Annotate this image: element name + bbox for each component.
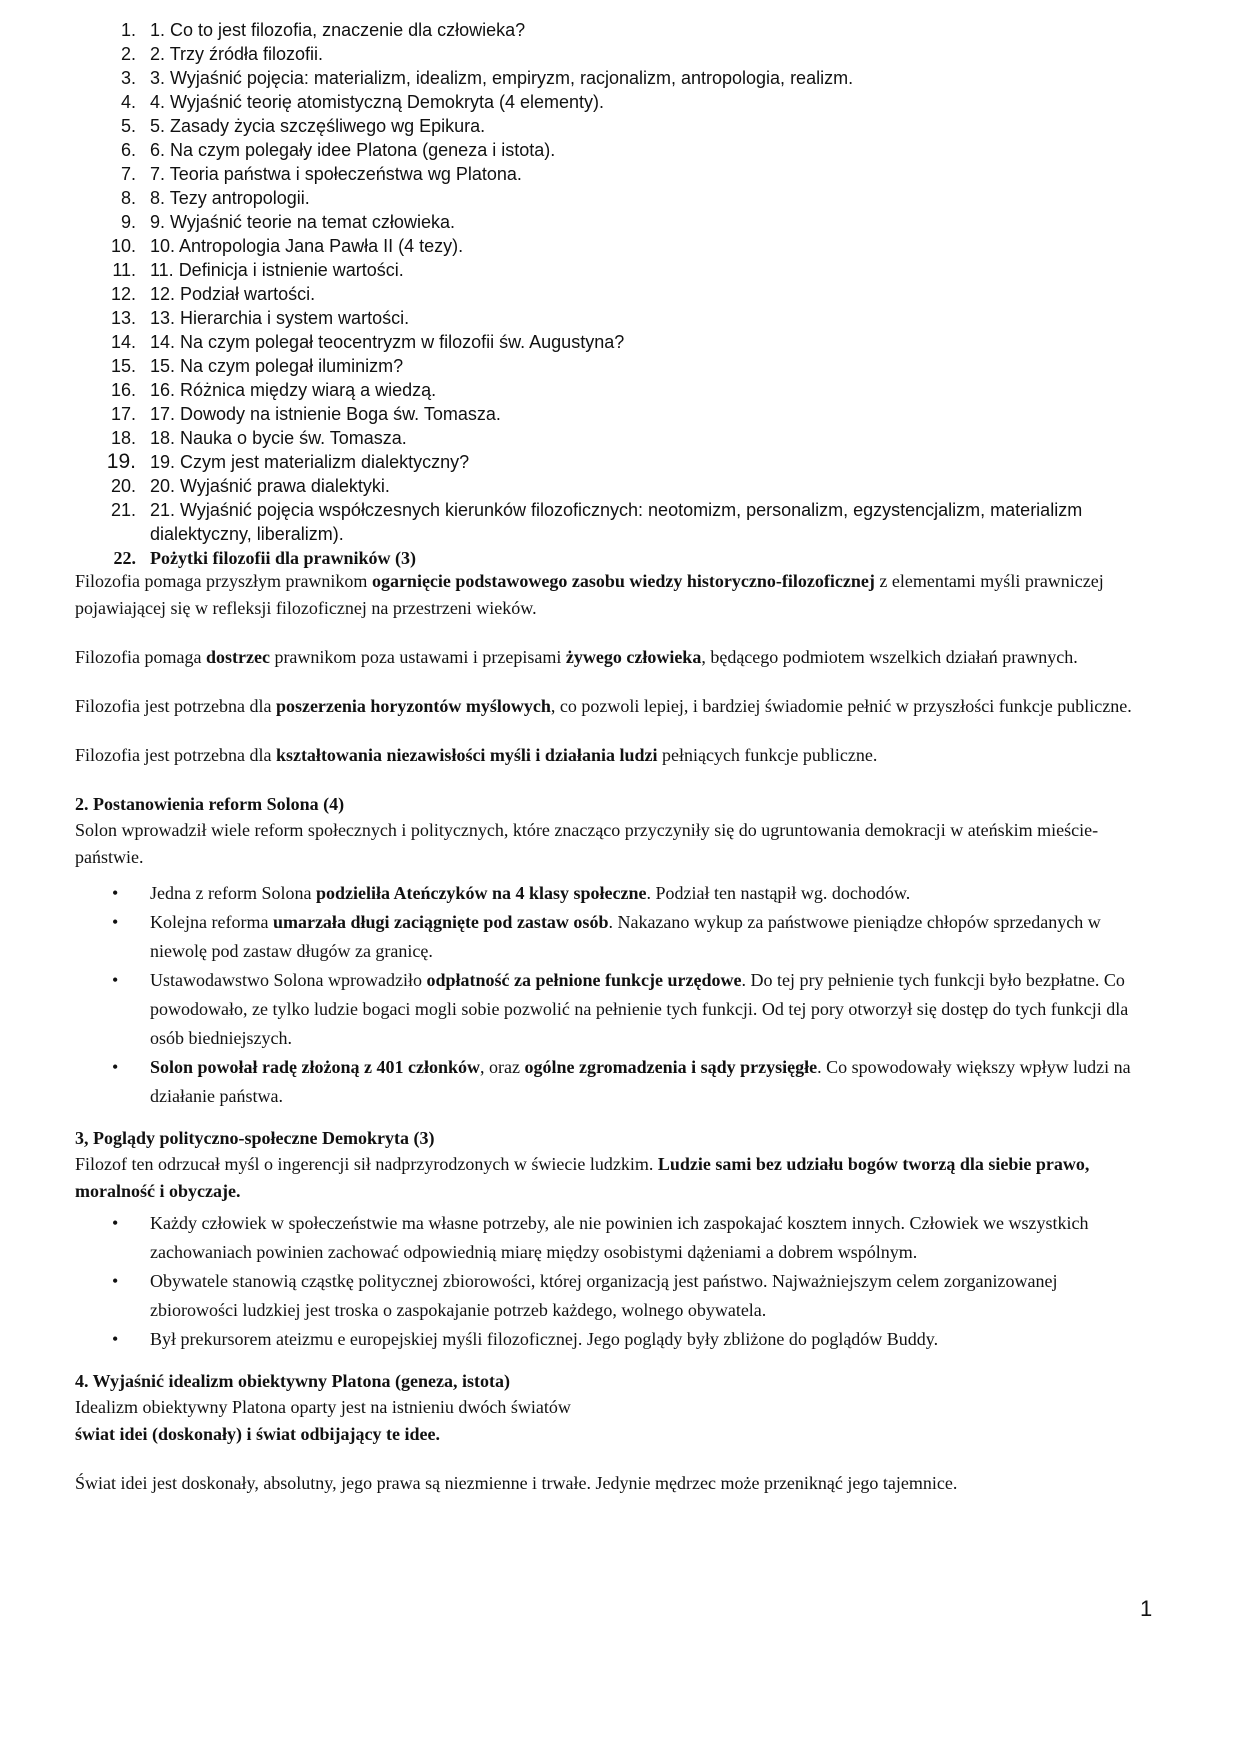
section-heading: 2. Postanowienia reform Solona (4) xyxy=(75,794,345,814)
paragraph: Filozofia pomaga przyszłym prawnikom ogarnięcie podstawowego zasobu wiedzy historyczno-filozoficznej z elementami myśli prawniczej pojawiającej się w refleksji filozoficznej na przestrzeni wieków. xyxy=(75,571,1104,618)
paragraph: Filozofia pomaga dostrzec prawnikom poza ustawami i przepisami żywego człowieka, będącego podmiotem wszelkich działań prawnych. xyxy=(75,647,1078,667)
list-item: 8. 8. Tezy antropologii. xyxy=(120,188,310,208)
paragraph: Filozofia jest potrzebna dla kształtowania niezawisłości myśli i działania ludzi pełniących funkcje publiczne. xyxy=(75,745,878,765)
list-item: 16. 16. Różnica między wiarą a wiedzą. xyxy=(110,380,437,400)
bullet-list xyxy=(75,879,1145,1111)
list-item: 18. 18. Nauka o bycie św. Tomasza. xyxy=(110,428,407,448)
list-item: 4. 4. Wyjaśnić teorię atomistyczną Demokryta (4 elementy). xyxy=(120,92,604,112)
list-item: 19. 19. Czym jest materializm dialektyczny? xyxy=(106,450,470,473)
list-item: 14. 14. Na czym polegał teocentryzm w filozofii św. Augustyna? xyxy=(110,332,625,352)
bullet-icon: • xyxy=(112,912,119,932)
bullet-icon: • xyxy=(112,883,119,903)
bullet-list xyxy=(75,1209,1145,1354)
paragraph: Świat idei jest doskonały, absolutny, jego prawa są niezmienne i trwałe. Jedynie mędrzec może przeniknąć jego tajemnice. xyxy=(75,1473,958,1493)
list-item: 3. 3. Wyjaśnić pojęcia: materializm, idealizm, empiryzm, racjonalizm, antropologia, realizm. xyxy=(120,68,854,88)
section-heading: 3, Poglądy polityczno-społeczne Demokryta (3) xyxy=(75,1128,435,1148)
bullet-icon: • xyxy=(112,1213,119,1233)
list-item: 20. 20. Wyjaśnić prawa dialektyki. xyxy=(110,476,390,496)
list-item: • Był prekursorem ateizmu e europejskiej myśli filozoficznej. Jego poglądy były zbliżone do poglądów Buddy. xyxy=(75,1325,1145,1354)
list-item: 12. 12. Podział wartości. xyxy=(110,284,316,304)
paragraph: Idealizm obiektywny Platona oparty jest na istnieniu dwóch światów xyxy=(75,1397,571,1417)
paragraph: Filozof ten odrzucał myśl o ingerencji sił nadprzyrodzonych w świecie ludzkim. Ludzie sami bez udziału bogów tworzą dla siebie prawo, moralność i obyczaje. xyxy=(75,1154,1090,1201)
list-item: • Kolejna reforma umarzała długi zaciągnięte pod zastaw osób. Nakazano wykup za państwowe pieniądze chłopów sprzedanych w niewolę pod zastaw długów za granicę. xyxy=(75,908,1145,966)
paragraph: Solon wprowadził wiele reform społecznych i politycznych, które znacząco przyczyniły się do ugruntowania demokracji w ateńskim mieście-państwie. xyxy=(75,820,1099,867)
list-item: 9. 9. Wyjaśnić teorie na temat człowieka. xyxy=(120,212,455,232)
list-item: 17. 17. Dowody na istnienie Boga św. Tomasza. xyxy=(110,404,501,424)
list-item: • Każdy człowiek w społeczeństwie ma własne potrzeby, ale nie powinien ich zaspokajać kosztem innych. Człowiek we wszystkich zachowaniach powinien zachować odpowiednią miarę między osobistymi dążeniami a dobrem wspólnym. xyxy=(75,1209,1145,1267)
list-item: 6. 6. Na czym polegały idee Platona (geneza i istota). xyxy=(120,140,556,160)
document-body xyxy=(75,568,1145,1497)
bullet-icon: • xyxy=(112,1329,119,1349)
paragraph: Filozofia jest potrzebna dla poszerzenia horyzontów myślowych, co pozwoli lepiej, i bardziej świadomie pełnić w przyszłości funkcje publiczne. xyxy=(75,696,1132,716)
list-item: 22. Pożytki filozofii dla prawników (3) xyxy=(113,548,416,568)
bullet-icon: • xyxy=(112,970,119,990)
list-item: • Ustawodawstwo Solona wprowadziło odpłatność za pełnione funkcje urzędowe. Do tej pry pełnienie tych funkcji było bezpłatne. Co powodowało, ze tylko ludzie bogaci mogli sobie pozwolić na pełnienie tych funkcji. Od tej pory otworzył się dostęp do tych funkcji dla osób biedniejszych. xyxy=(75,966,1145,1053)
list-item: 21. 21. Wyjaśnić pojęcia współczesnych kierunków filozoficznych: neotomizm, personalizm, egzystencjalizm, materializm dialektyczny, liberalizm). xyxy=(110,500,1083,544)
list-item: 15. 15. Na czym polegał iluminizm? xyxy=(110,356,404,376)
list-item: 13. 13. Hierarchia i system wartości. xyxy=(110,308,410,328)
paragraph: świat idei (doskonały) i świat odbijający te idee. xyxy=(75,1424,441,1444)
list-item: 5. 5. Zasady życia szczęśliwego wg Epikura. xyxy=(120,116,486,136)
list-item: 10. 10. Antropologia Jana Pawła II (4 tezy). xyxy=(110,236,464,256)
page-number: 1 xyxy=(1140,1596,1153,1621)
list-item: 1. 1. Co to jest filozofia, znaczenie dla człowieka? xyxy=(120,20,526,40)
list-item: • Jedna z reform Solona podzieliła Ateńczyków na 4 klasy społeczne. Podział ten nastąpił wg. dochodów. xyxy=(75,879,1145,908)
bullet-icon: • xyxy=(112,1271,119,1291)
section-heading: 4. Wyjaśnić idealizm obiektywny Platona (geneza, istota) xyxy=(75,1371,510,1391)
list-item: 2. 2. Trzy źródła filozofii. xyxy=(120,44,324,64)
list-item: • Solon powołał radę złożoną z 401 członków, oraz ogólne zgromadzenia i sądy przysięgłe. Co spowodowały większy wpływ ludzi na działanie państwa. xyxy=(75,1053,1145,1111)
list-item: • Obywatele stanowią cząstkę politycznej zbiorowości, której organizacją jest państwo. Najważniejszym celem zorganizowanej zbiorowości ludzkiej jest troska o zaspokajanie potrzeb każdego, wolnego obywatela. xyxy=(75,1267,1145,1325)
list-item: 11. 11. Definicja i istnienie wartości. xyxy=(112,260,404,280)
list-item: 7. 7. Teoria państwa i społeczeństwa wg Platona. xyxy=(120,164,522,184)
bullet-icon: • xyxy=(112,1057,119,1077)
question-list xyxy=(0,18,1240,570)
